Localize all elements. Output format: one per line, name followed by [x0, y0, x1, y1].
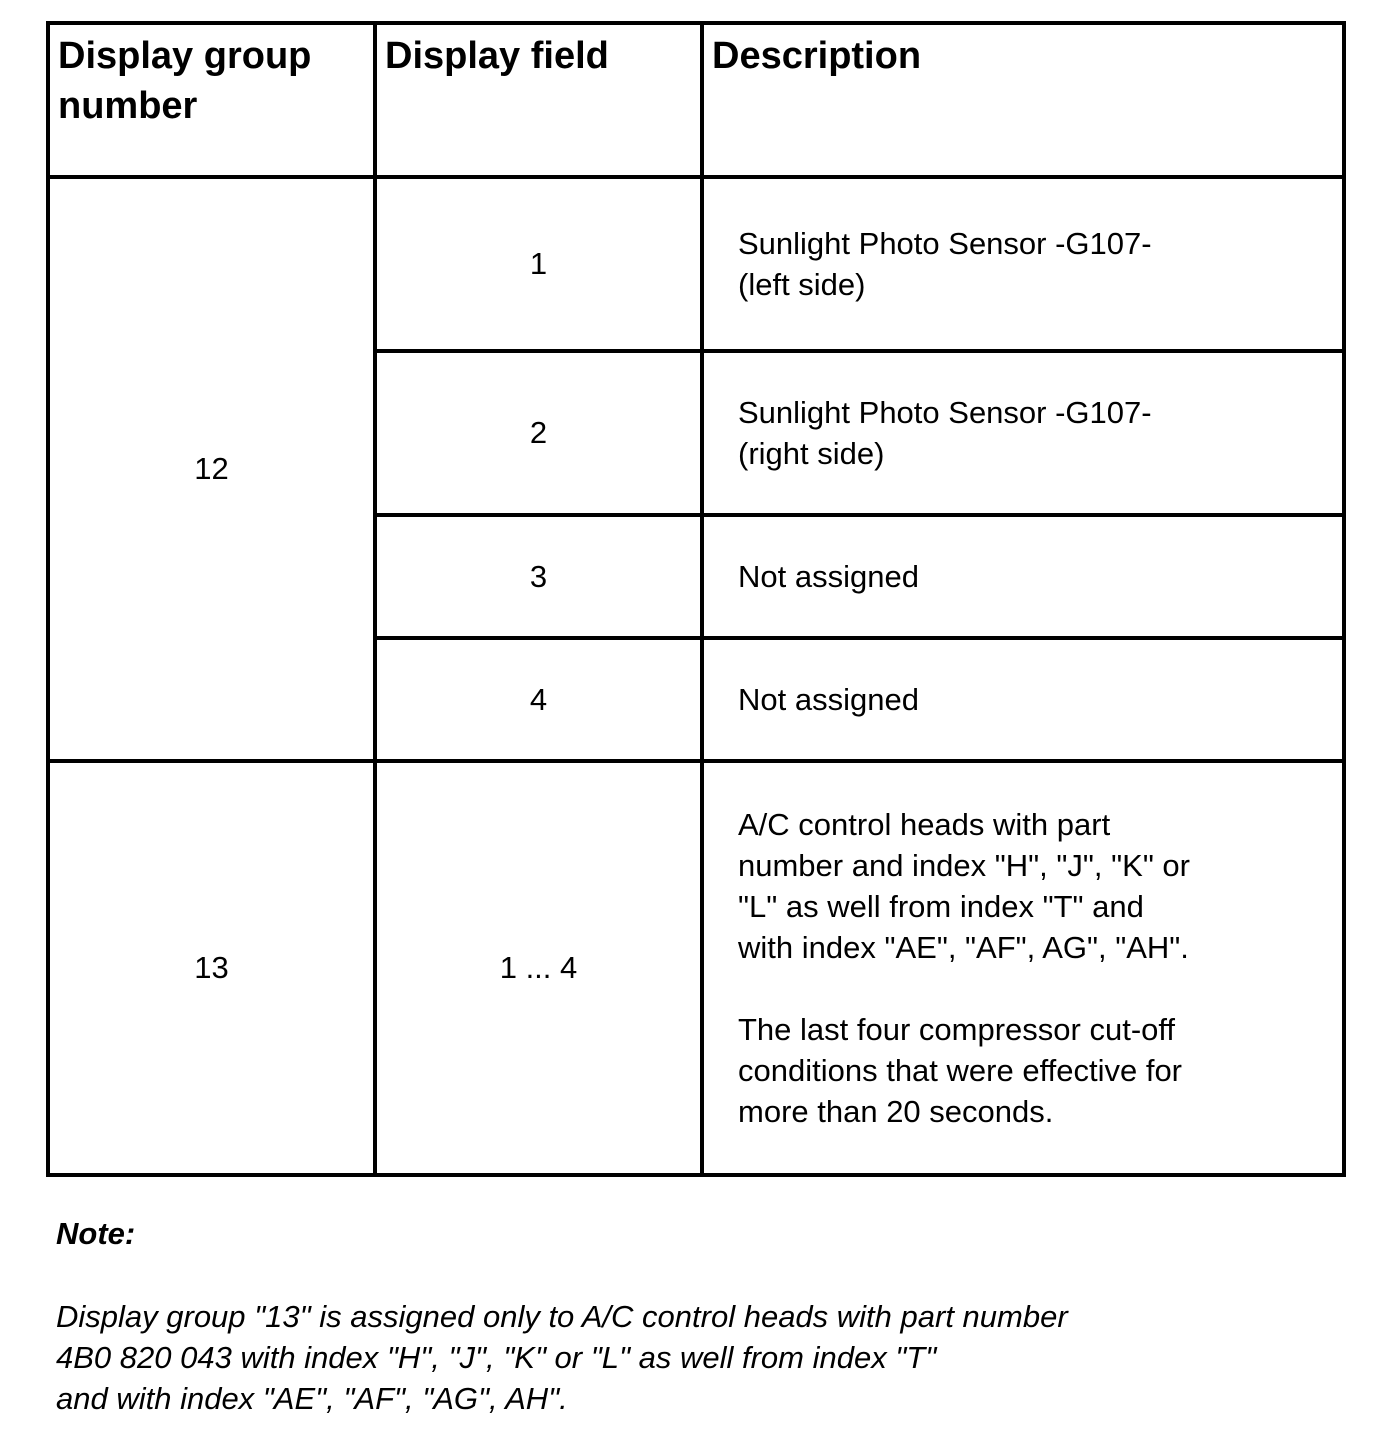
- description-line: The last four compressor cut-off: [738, 1012, 1176, 1047]
- note-line: and with index "AE", "AF", "AG", AH".: [56, 1381, 568, 1416]
- description-line: (right side): [738, 436, 885, 471]
- description-line: number and index "H", "J", "K" or: [738, 848, 1190, 883]
- display-field-cell: 3: [375, 515, 702, 638]
- description-line: conditions that were effective for: [738, 1053, 1183, 1088]
- description-line: "L" as well from index "T" and: [738, 889, 1144, 924]
- description-line: more than 20 seconds.: [738, 1094, 1054, 1129]
- description-line: Not assigned: [738, 559, 919, 594]
- description-line: A/C control heads with part: [738, 807, 1111, 842]
- table-header-row: [48, 23, 1344, 177]
- description-line: (left side): [738, 267, 866, 302]
- display-field-cell: 1 ... 4: [375, 761, 702, 1175]
- description-paragraph: [738, 804, 1322, 968]
- description-line: with index "AE", "AF", AG", "AH".: [738, 930, 1189, 965]
- table-row: [48, 177, 1344, 351]
- note-line: Display group "13" is assigned only to A/C control heads with part number: [56, 1299, 1068, 1334]
- description-line: Not assigned: [738, 682, 919, 717]
- description-line: Sunlight Photo Sensor -G107-: [738, 395, 1152, 430]
- header-display-field: Display field: [375, 23, 702, 177]
- display-field-cell: 1: [375, 177, 702, 351]
- note-line: 4B0 820 043 with index "H", "J", "K" or "L" as well from index "T": [56, 1340, 937, 1375]
- header-display-group-number: Display group number: [48, 23, 375, 177]
- description-paragraph: [738, 1009, 1322, 1132]
- note-section: [56, 1213, 1356, 1419]
- description-cell: [702, 638, 1344, 761]
- display-group-table: [46, 21, 1346, 1177]
- description-cell: [702, 351, 1344, 515]
- description-cell: [702, 515, 1344, 638]
- table-row: [48, 761, 1344, 1175]
- description-cell: [702, 177, 1344, 351]
- note-label: Note:: [56, 1216, 136, 1251]
- header-description: Description: [702, 23, 1344, 177]
- display-field-cell: 4: [375, 638, 702, 761]
- group-number-cell: 13: [48, 761, 375, 1175]
- description-cell: [702, 761, 1344, 1175]
- note-text: [56, 1296, 1356, 1419]
- description-line: Sunlight Photo Sensor -G107-: [738, 226, 1152, 261]
- group-number-cell: 12: [48, 177, 375, 761]
- display-field-cell: 2: [375, 351, 702, 515]
